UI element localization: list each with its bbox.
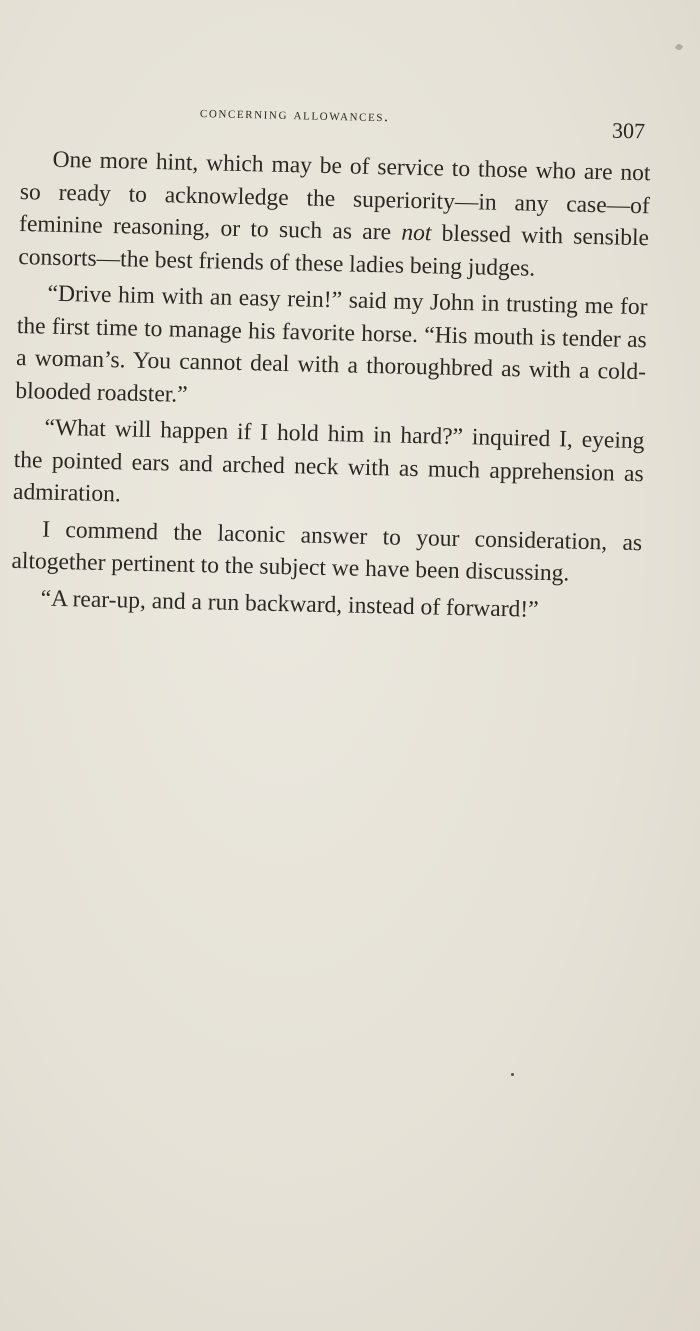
text-segment: blessed with sensible consorts—the best friends of these ladies being judges. bbox=[18, 220, 650, 282]
paragraph bbox=[15, 277, 648, 421]
running-head: concerning allowances. bbox=[199, 104, 390, 126]
paragraph bbox=[11, 512, 642, 591]
paragraph bbox=[18, 143, 651, 287]
paragraph bbox=[13, 411, 645, 523]
page-corner-mark bbox=[675, 43, 683, 51]
text-segment: I commend the laconic answer to your consideration, as altogether pertinent to the subject we have been discussing. bbox=[11, 516, 643, 587]
text-segment: “A rear-up, and a run backward, instead of forward!” bbox=[40, 585, 539, 623]
body-text bbox=[10, 143, 651, 632]
text-segment: “Drive him with an easy rein!” said my John in trusting me for the first time to manage his favorite horse. “His mouth is tender as a woman’s. You cannot deal with a thoroughbred as with a cold-blooded roadster.” bbox=[15, 280, 648, 408]
ink-speck bbox=[511, 1073, 514, 1076]
text-segment: One more hint, which may be of service to those who are not so ready to acknowledge the superiority—in any case—of feminine reasoning, or to such as are bbox=[18, 146, 651, 246]
page-number: 307 bbox=[611, 117, 646, 144]
text-segment: “What will happen if I hold him in hard?” inquired I, eyeing the pointed ears and arched neck with as much apprehension as admiration. bbox=[12, 414, 645, 508]
italic-emphasis: not bbox=[401, 219, 432, 247]
page-header bbox=[0, 102, 700, 142]
